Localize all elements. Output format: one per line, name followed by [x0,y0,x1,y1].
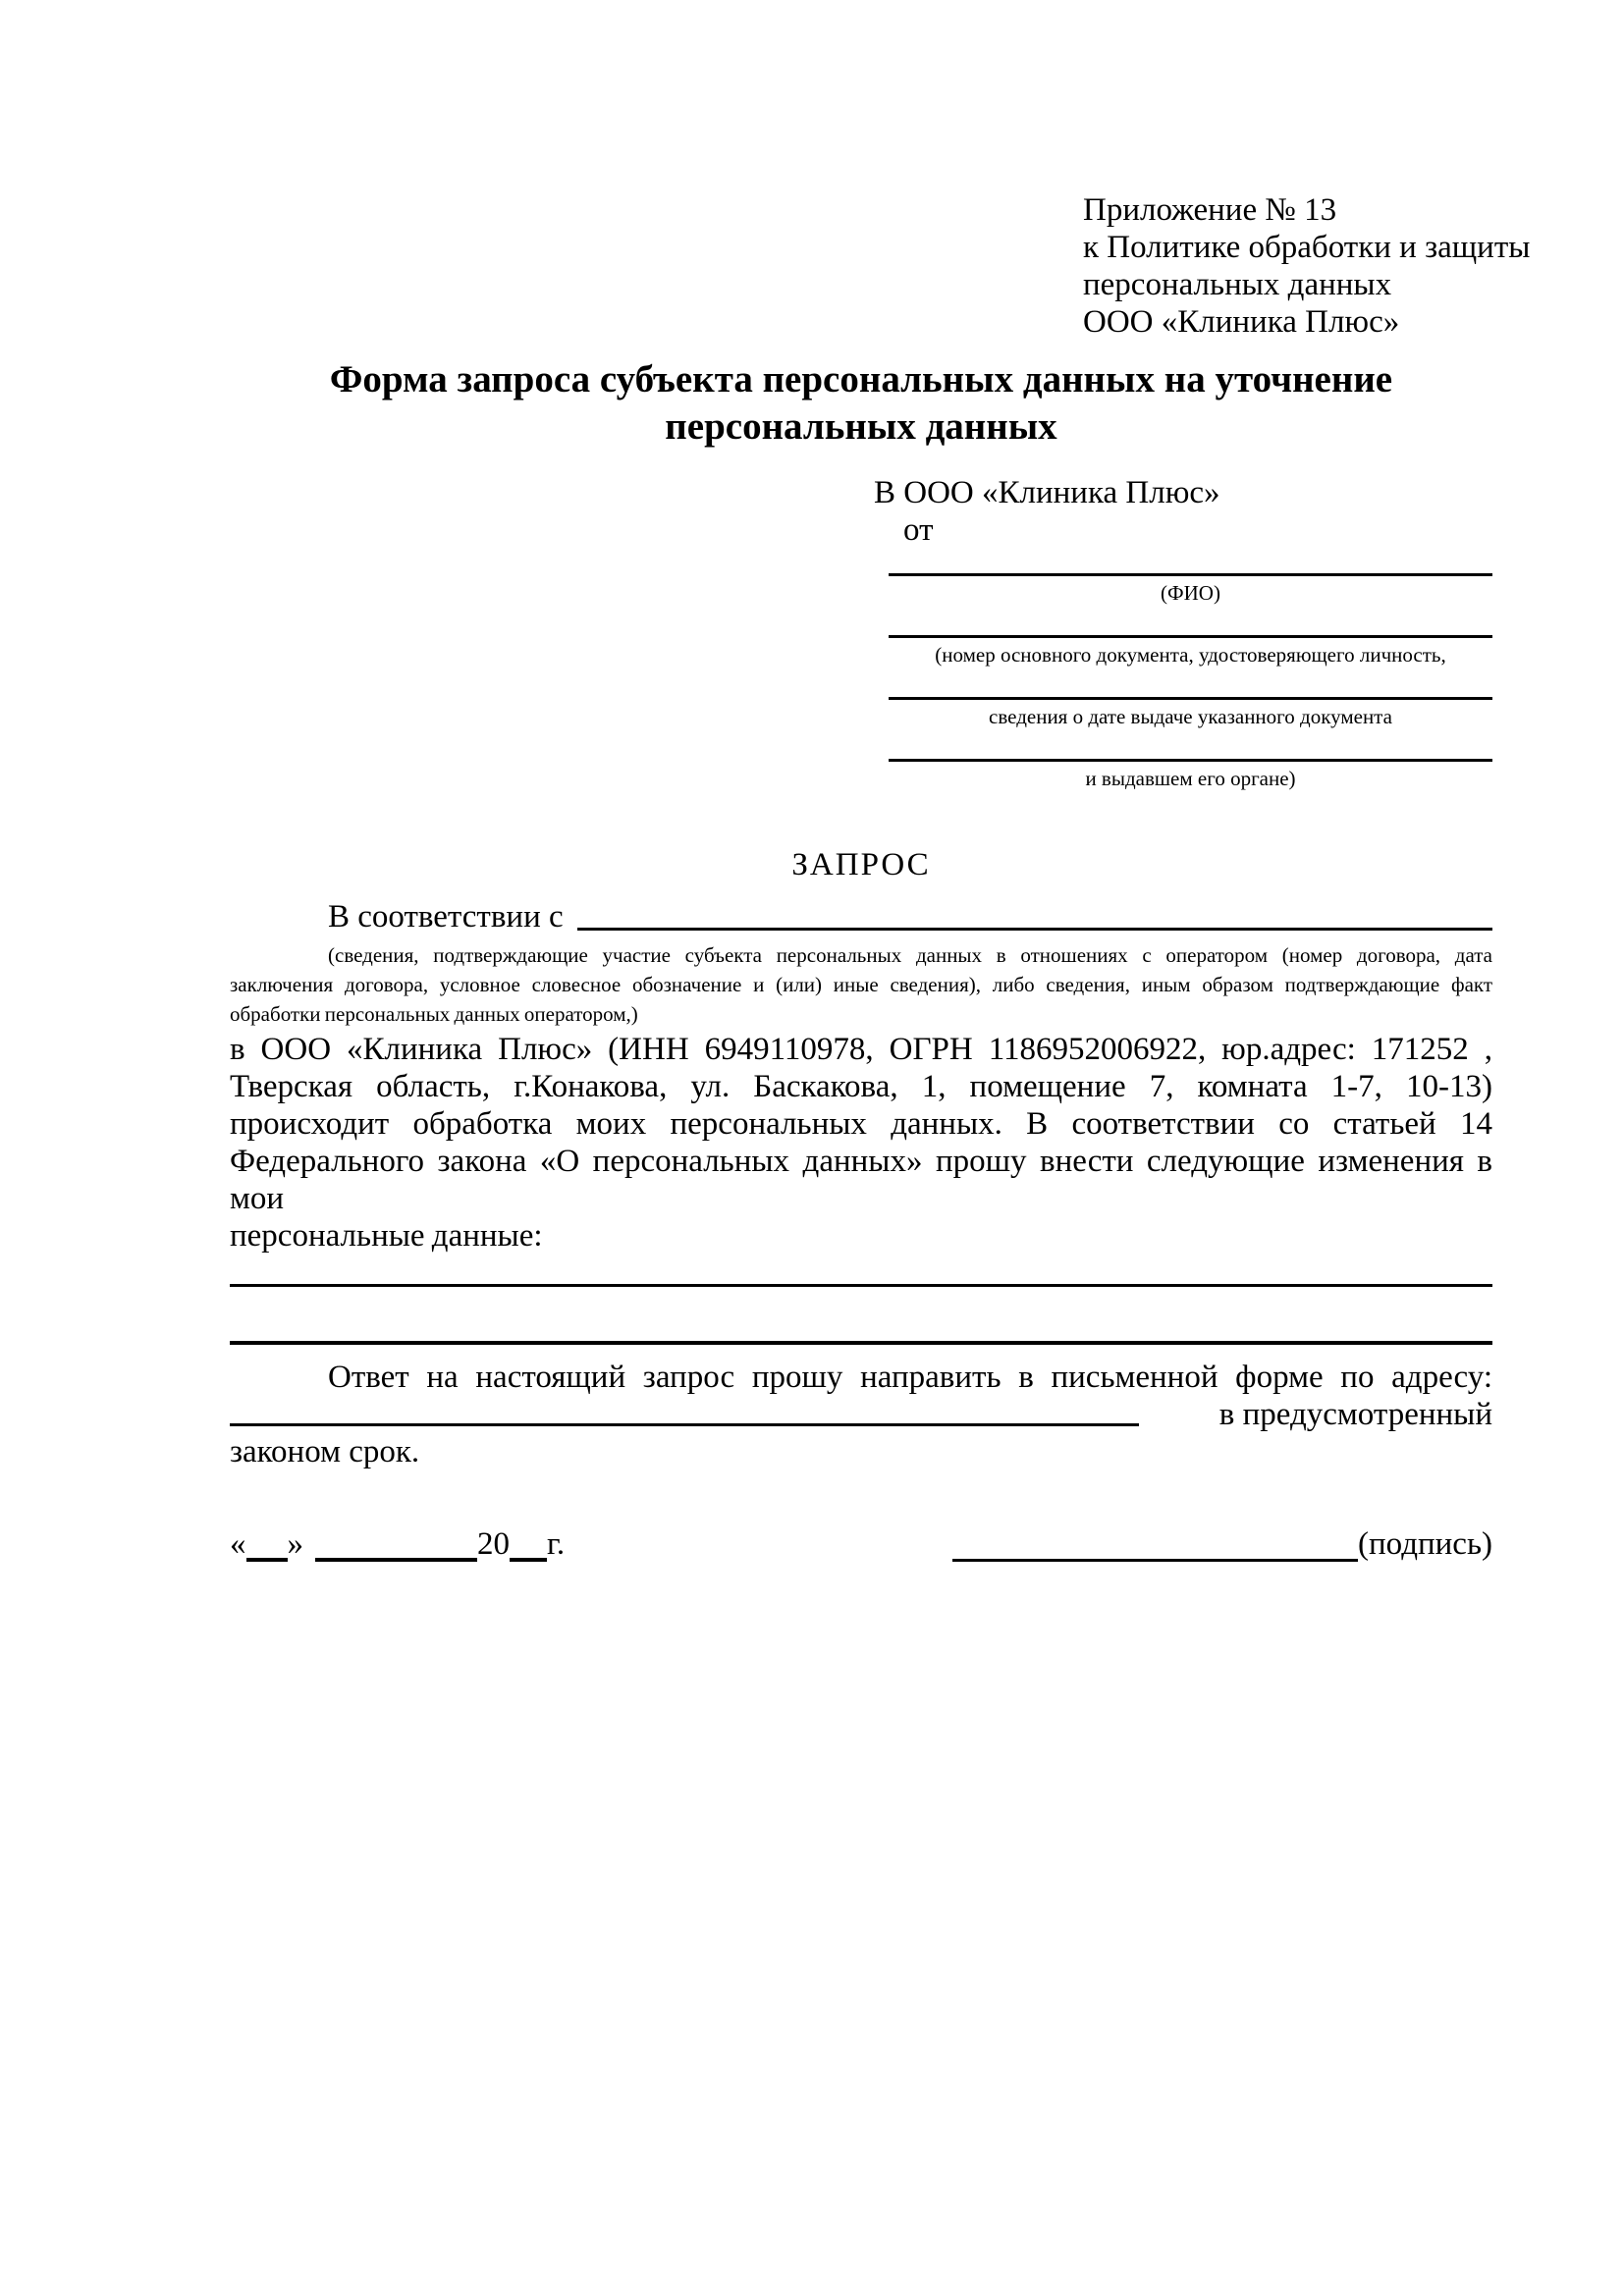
reply-address-blank-line [230,1423,1139,1426]
changes-blank-line-1 [230,1284,1492,1287]
reply-tail-text: в предусмотренный [1218,1397,1492,1432]
footnote-line: (сведения, подтверждающие участие субъекта персональных данных в отношениях с оператором (номер договора, дата [328,943,1492,967]
signature-blank-line [952,1559,1358,1562]
fio-field [889,573,1492,606]
body-line: Тверская область, г.Конакова, ул. Баскакова, 1, помещение 7, комната 1-7, 10-13) [230,1069,1492,1104]
issue-date-caption: сведения о дате выдаче указанного документа [989,705,1392,728]
form-title-line: Форма запроса субъекта персональных данных на уточнение [329,358,1393,400]
form-title-line: персональных данных [665,405,1057,448]
reply-paragraph [230,1359,1492,1470]
footnote [230,940,1492,1029]
reply-address-row [230,1396,1492,1433]
body-line: персональные данные: [230,1218,543,1254]
appendix-line: Приложение № 13 [1083,192,1337,228]
appendix-line: к Политике обработки и защиты [1083,230,1531,265]
appendix-line: ООО «Клиника Плюс» [1083,304,1400,340]
addressee-block [874,474,1492,791]
body-line: в ООО «Клиника Плюс» (ИНН 6949110978, ОГРН 1186952006922, юр.адрес: 171252 , [230,1032,1492,1067]
body-line: Федерального закона «О персональных данных» прошу внести следующие изменения в мои [230,1144,1492,1216]
footnote-line: обработки персональных данных оператором,) [230,1002,638,1026]
addressee-to: В ООО «Клиника Плюс» [874,475,1220,510]
request-heading: ЗАПРОС [791,847,931,882]
issuing-authority-field [889,759,1492,791]
date-year-prefix: 20 [477,1526,510,1562]
signature-caption: (подпись) [1358,1526,1492,1562]
id-document-caption: (номер основного документа, удостоверяющего личность, [935,643,1446,667]
date-group [230,1525,565,1563]
intro-label: В соответствии с [328,899,564,934]
date-day-blank-line [246,1558,288,1562]
id-document-field [889,635,1492,667]
date-month-blank-line [315,1558,477,1562]
body-line: происходит обработка моих персональных данных. В соответствии со статьей 14 [230,1106,1492,1142]
form-title [230,356,1492,451]
issuing-authority-caption: и выдавшем его органе) [1085,767,1296,790]
appendix-block [1083,191,1531,341]
appendix-line: персональных данных [1083,267,1392,302]
intro-blank-line [577,928,1492,931]
date-year-suffix: г. [547,1526,566,1562]
fio-caption: (ФИО) [1161,581,1220,605]
reply-line: законом срок. [230,1434,420,1469]
date-quote-close: » [287,1526,303,1562]
body-paragraph [230,1031,1492,1255]
intro-line [230,895,1492,938]
addressee-from-label: от [903,512,934,548]
reply-line: Ответ на настоящий запрос прошу направить в письменной форме по адресу: [328,1360,1492,1395]
date-year-blank-line [510,1558,547,1562]
date-quote-open: « [230,1526,246,1562]
signature-group [952,1525,1492,1563]
changes-blank-line-2 [230,1341,1492,1345]
issue-date-field [889,697,1492,729]
footnote-line: заключения договора, условное словесное обозначение и (или) иные сведения), либо сведения, иным образом подтверждающие факт [230,973,1492,996]
date-signature-row [230,1525,1492,1563]
